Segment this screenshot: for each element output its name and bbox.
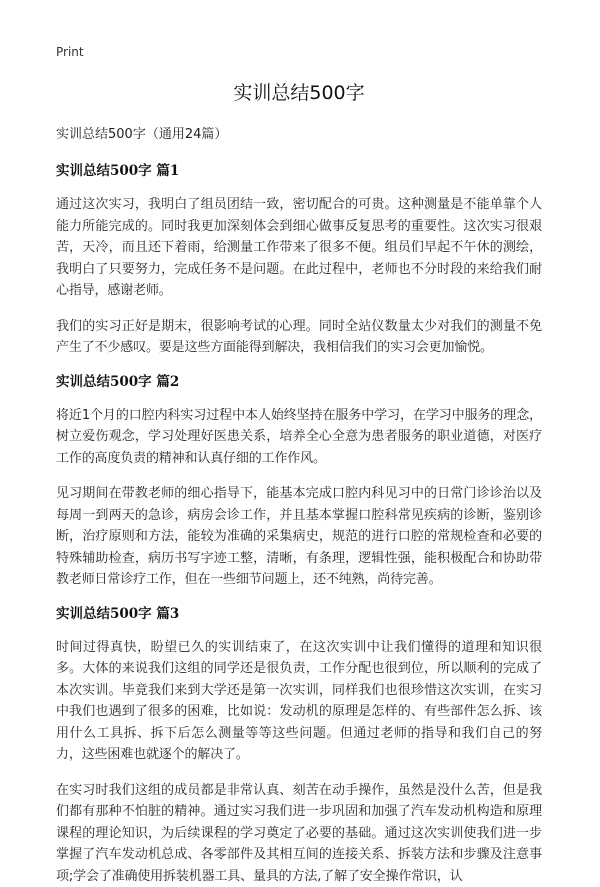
- paragraph: 见习期间在带教老师的细心指导下，能基本完成口腔内科见习中的日常门诊诊治以及每周一到两天的急诊，病房会诊工作，并且基本掌握口腔科常见疾病的诊断，鉴别诊断，治疗原则和方法，能较为准确的采集病史，规范的进行口腔的常规检查和必要的特殊辅助检查，病历书写字迹工整，清晰，有条理，逻辑性强，能积极配合和协助带教老师日常诊疗工作，但在一些细节问题上，还不纯熟，尚待完善。: [56, 483, 542, 591]
- section-heading: 实训总结500字 篇1: [56, 162, 542, 180]
- section-heading: 实训总结500字 篇3: [56, 605, 542, 623]
- paragraph: 我们的实习正好是期末，很影响考试的心理。同时全站仪数量太少对我们的测量不免产生了不少感叹。要是这些方面能得到解决，我相信我们的实习会更加愉悦。: [56, 316, 542, 359]
- section-heading: 实训总结500字 篇2: [56, 373, 542, 391]
- print-link[interactable]: Print: [56, 44, 542, 60]
- paragraph: 通过这次实习，我明白了组员团结一致，密切配合的可贵。这种测量是不能单靠个人能力所能完成的。同时我更加深刻体会到细心做事反复思考的重要性。这次实习很艰苦，天冷，而且还下着雨，给测量工作带来了很多不便。组员们早起不午休的测绘，我明白了只要努力，完成任务不是问题。在此过程中，老师也不分时段的来给我们耐心指导，感谢老师。: [56, 194, 542, 302]
- paragraph: 时间过得真快，盼望已久的实训结束了，在这次实训中让我们懂得的道理和知识很多。大体的来说我们这组的同学还是很负责，工作分配也很到位，所以顺利的完成了本次实训。毕竟我们来到大学还是第一次实训，同样我们也很珍惜这次实训，在实习中我们也遇到了很多的困难，比如说：发动机的原理是怎样的、有些部件怎么拆、该用什么工具拆、拆下后怎么测量等等这些问题。但通过老师的指导和我们自己的努力，这些困难也就逐个的解决了。: [56, 637, 542, 766]
- document-subtitle: 实训总结500字（通用24篇）: [56, 126, 542, 144]
- section-1: [56, 162, 542, 359]
- page-title: 实训总结500字: [56, 80, 542, 106]
- paragraph: 在实习时我们这组的成员都是非常认真、刻苦在动手操作，虽然是没什么苦，但是我们都有那种不怕脏的精神。通过实习我们进一步巩固和加强了汽车发动机构造和原理课程的理论知识，为后续课程的学习奠定了必要的基础。通过这次实训使我们进一步掌握了汽车发动机总成、各零部件及其相互间的连接关系、拆装方法和步骤及注意事项;学会了准确使用拆装机器工具、量具的方法,了解了安全操作常识，认: [56, 780, 542, 887]
- section-2: [56, 373, 542, 591]
- paragraph: 将近1个月的口腔内科实习过程中本人始终坚持在服务中学习，在学习中服务的理念，树立爱伤观念，学习处理好医患关系，培养全心全意为患者服务的职业道德，对医疗工作的高度负责的精神和认真仔细的工作作风。: [56, 405, 542, 470]
- section-3: [56, 605, 542, 887]
